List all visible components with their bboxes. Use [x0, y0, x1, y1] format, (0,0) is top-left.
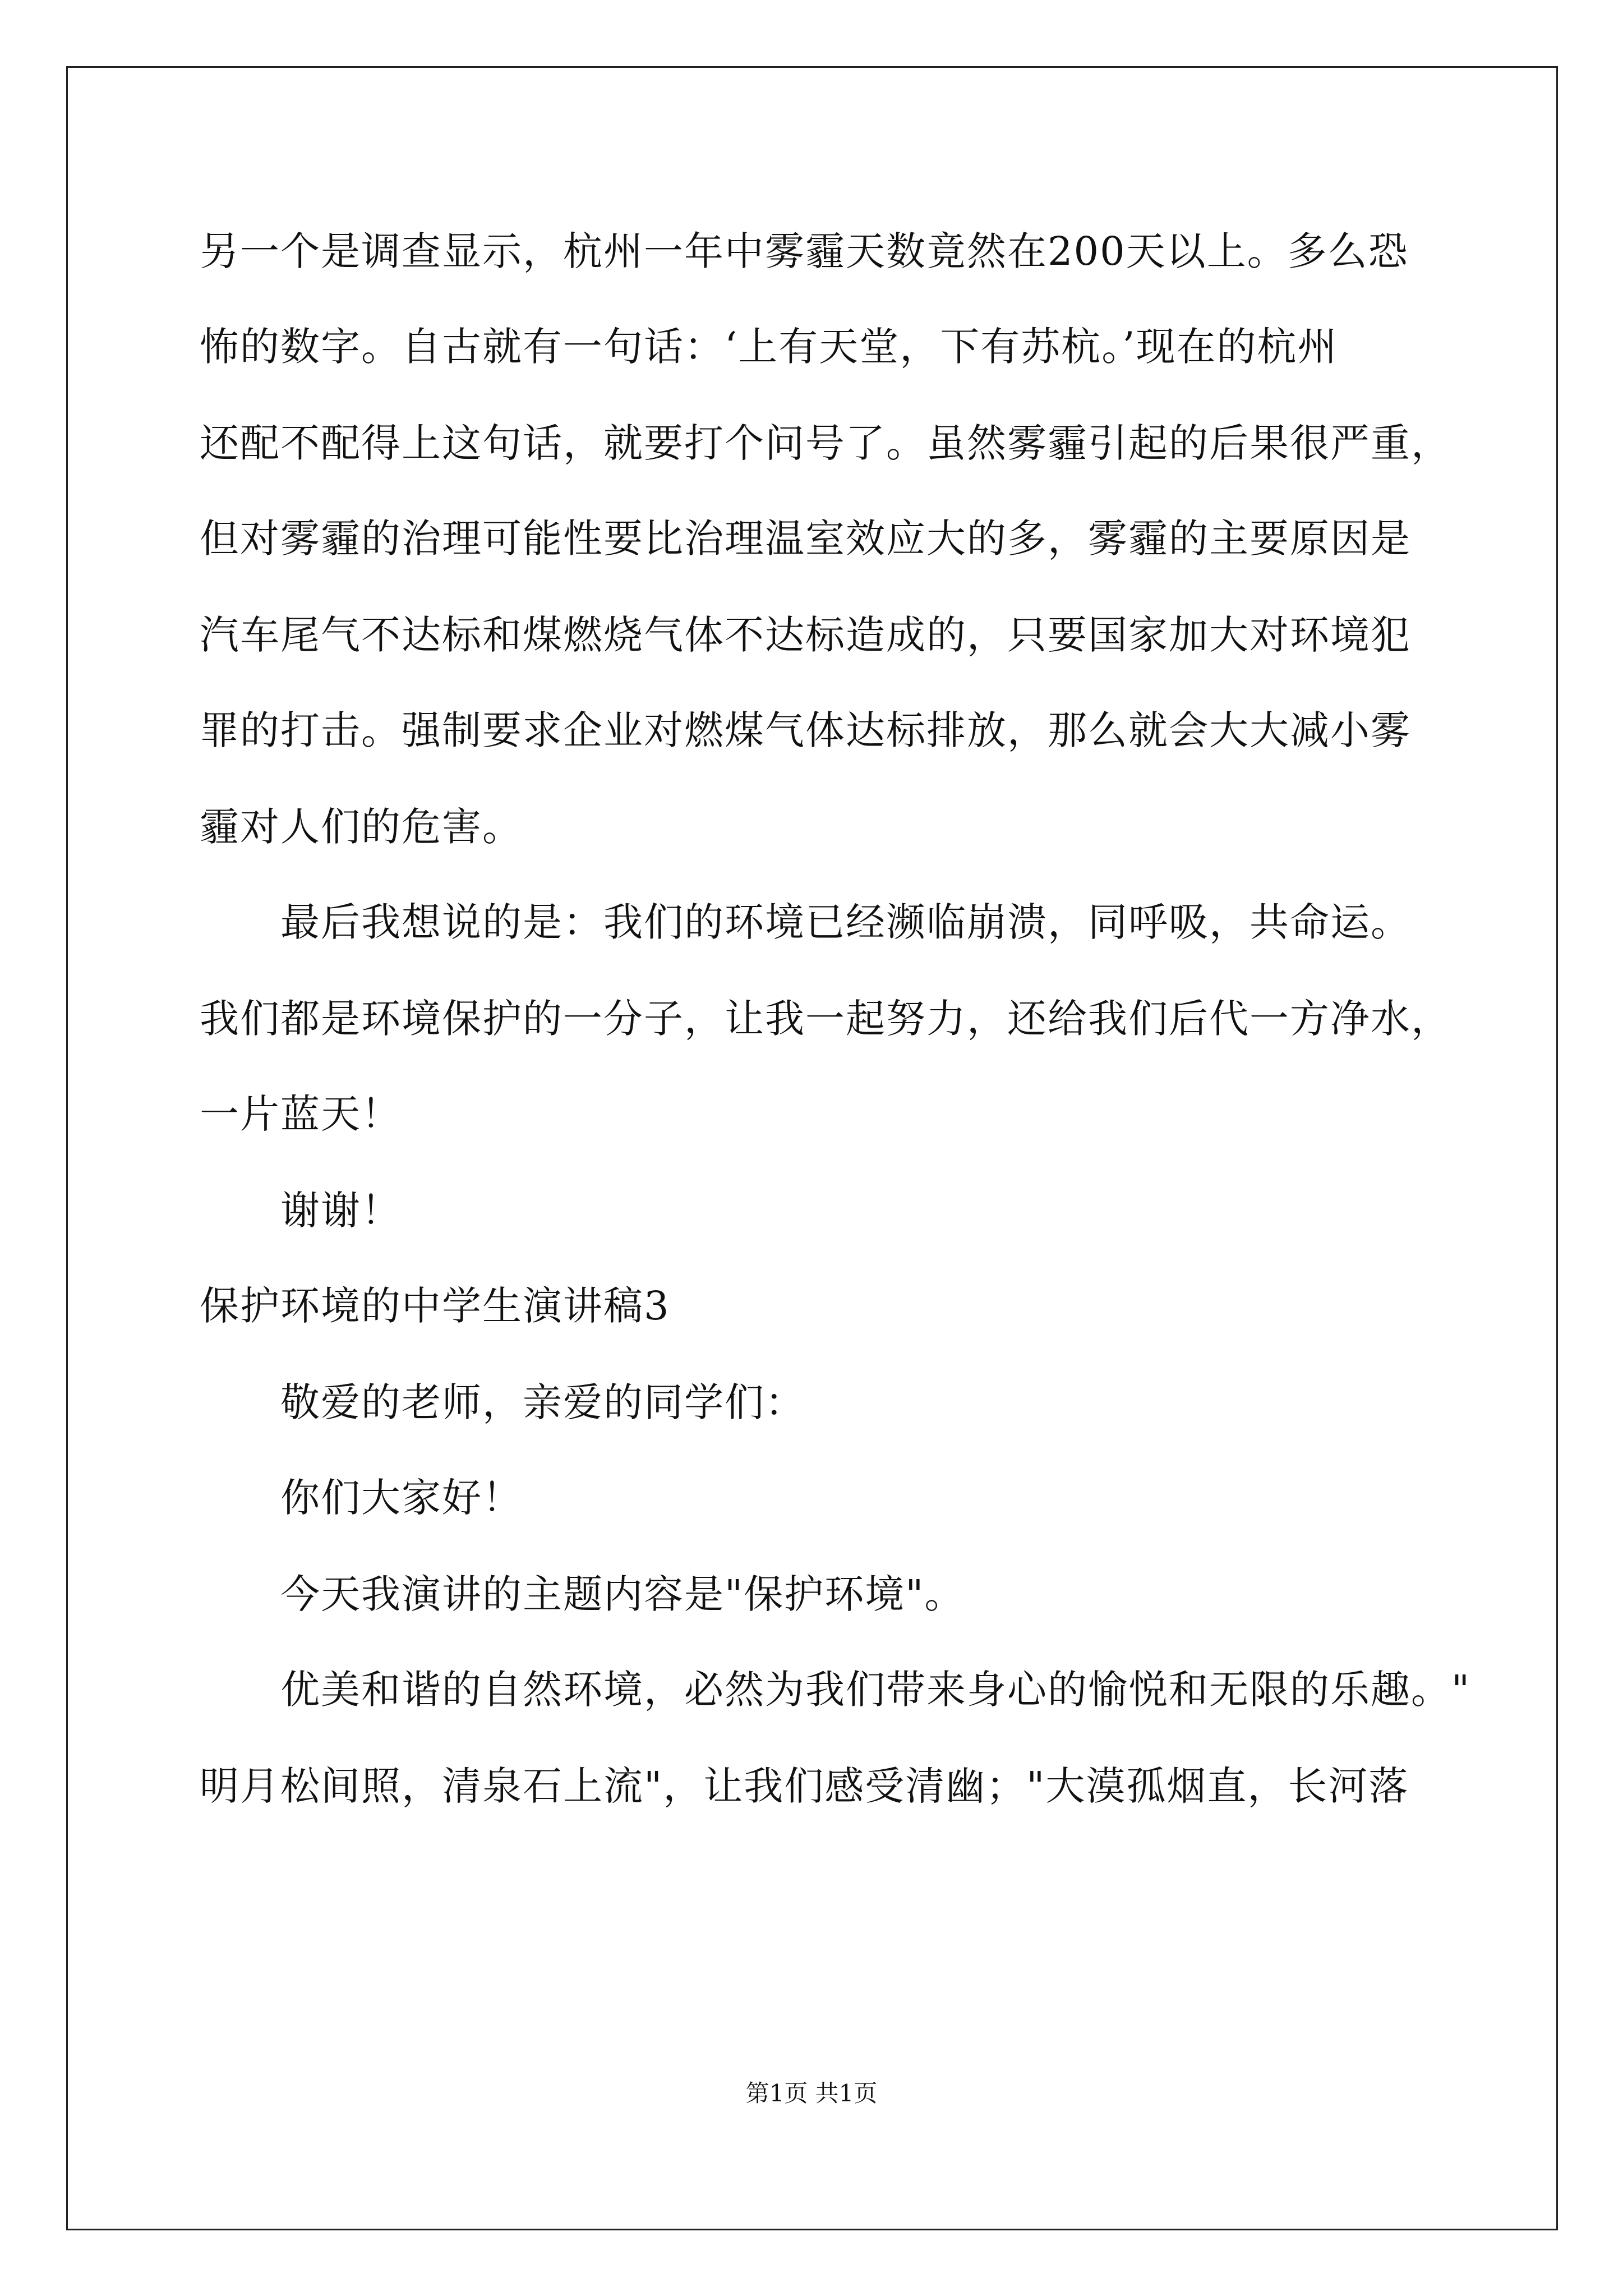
paragraph-line: 汽车尾气不达标和煤燃烧气体不达标造成的，只要国家加大对环境犯: [200, 612, 1411, 658]
section-heading: 保护环境的中学生演讲稿3: [200, 1283, 670, 1329]
paragraph-line: 但对雾霾的治理可能性要比治理温室效应大的多，雾霾的主要原因是: [200, 516, 1411, 562]
paragraph-line: 怖的数字。自古就有一句话：‘上有天堂，下有苏杭。’现在的杭州: [200, 324, 1338, 370]
paragraph-line: 你们大家好！: [280, 1475, 523, 1521]
paragraph-line: 敬爱的老师，亲爱的同学们：: [280, 1379, 805, 1425]
paragraph-line: 罪的打击。强制要求企业对燃煤气体达标排放，那么就会大大减小雾: [200, 707, 1411, 753]
paragraph-line: 今天我演讲的主题内容是"保护环境"。: [280, 1571, 965, 1617]
paragraph-line: 一片蓝天！: [200, 1091, 402, 1137]
paragraph-line: 霾对人们的危害。: [200, 804, 523, 850]
paragraph-line: 还配不配得上这句话，就要打个问号了。虽然雾霾引起的后果很严重，: [200, 420, 1451, 466]
paragraph-line: 我们都是环境保护的一分子，让我一起努力，还给我们后代一方净水，: [200, 996, 1451, 1042]
paragraph-line: 最后我想说的是：我们的环境已经濒临崩溃，同呼吸，共命运。: [280, 899, 1411, 945]
page-footer: 第1页 共1页: [745, 2079, 878, 2107]
paragraph-line: 谢谢！: [280, 1188, 402, 1234]
page-border: [66, 66, 1558, 2230]
paragraph-line: 明月松间照，清泉石上流"，让我们感受清幽；"大漠孤烟直，长河落: [200, 1763, 1409, 1809]
paragraph-line: 优美和谐的自然环境，必然为我们带来身心的愉悦和无限的乐趣。": [280, 1667, 1471, 1713]
paragraph-line: 另一个是调查显示，杭州一年中雾霾天数竟然在200天以上。多么恐: [200, 228, 1409, 274]
